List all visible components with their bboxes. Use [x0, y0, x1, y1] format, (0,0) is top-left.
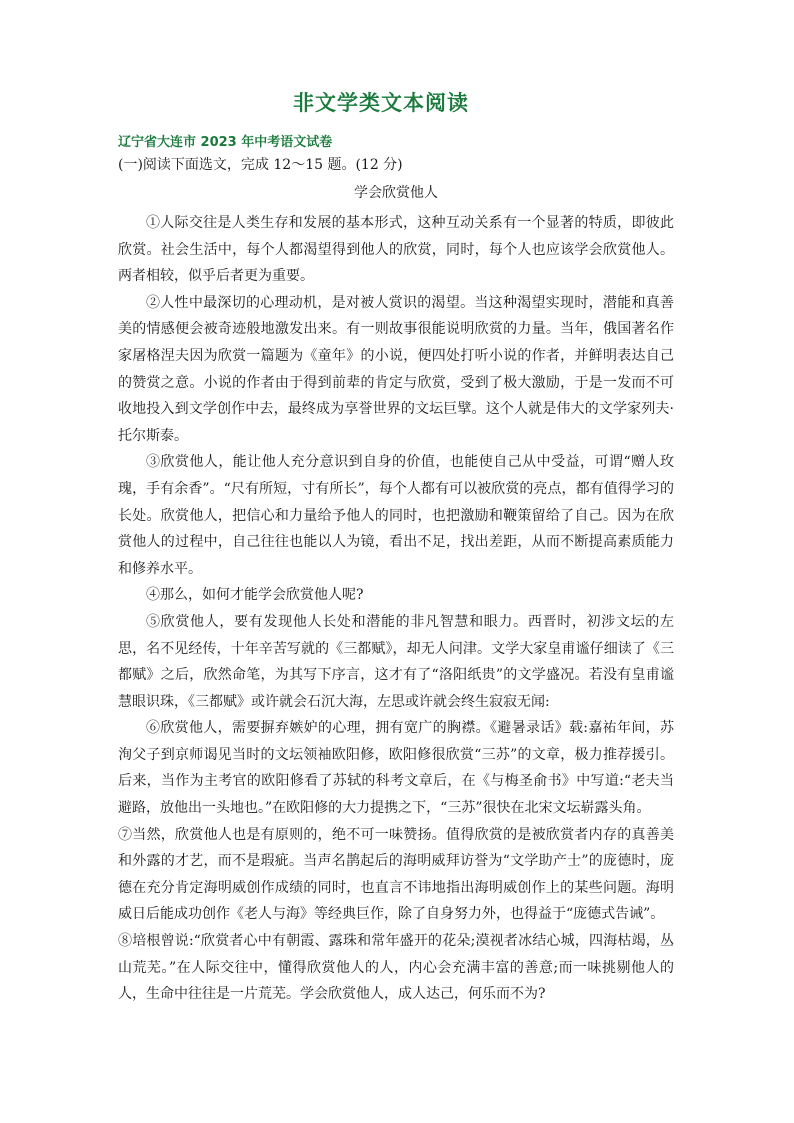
paragraph-1: ①人际交往是人类生存和发展的基本形式，这种互动关系有一个显著的特质，即彼此欣赏。社会生活中，每个人都渴望得到他人的欣赏，同时，每个人也应该学会欣赏他人。两者相较，似乎后者更为重要。 — [118, 215, 674, 285]
paragraph-2: ②人性中最深切的心理动机，是对被人赏识的渴望。当这种渴望实现时，潜能和真善美的情感便会被奇迹般地激发出来。有一则故事很能说明欣赏的力量。当年，俄国著名作家屠格涅夫因为欣赏一篇题为《童年》的小说，便四处打听小说的作者，并鲜明表达自己的赞赏之意。小说的作者由于得到前辈的肯定与欣赏，受到了极大激励，于是一发而不可收地投入到文学创作中去，最终成为享誉世界的文坛巨擘。这个人就是伟大的文学家列夫·托尔斯泰。 — [118, 294, 674, 444]
paragraph-8: ⑧培根曾说:“欣赏者心中有朝霞、露珠和常年盛开的花朵;漠视者冰结心城，四海枯竭，丛山荒芜。”在人际交往中，懂得欣赏他人的人，内心会充满丰富的善意;而一味挑剔他人的人，生命中往往是一片荒芜。学会欣赏他人，成人达己，何乐而不为? — [118, 933, 674, 1003]
paragraph-5: ⑤欣赏他人，要有发现他人长处和潜能的非凡智慧和眼力。西晋时，初涉文坛的左思，名不见经传，十年辛苦写就的《三都赋》，却无人问津。文学大家皇甫谧仔细读了《三都赋》之后，欣然命笔，为其写下序言，这才有了“洛阳纸贵”的文学盛况。若没有皇甫谧慧眼识珠，《三都赋》或许就会石沉大海，左思或许就会终生寂寂无闻: — [118, 613, 674, 710]
document-title: 非文学类文本阅读 — [293, 91, 469, 115]
paragraph-7: ⑦当然，欣赏他人也是有原则的，绝不可一味赞扬。值得欣赏的是被欣赏者内存的真善美和外露的才艺，而不是瑕疵。当声名鹊起后的海明威拜访誉为“文学助产士”的庞德时，庞德在充分肯定海明威创作成绩的同时，也直言不讳地指出海明威创作上的某些问题。海明威日后能成功创作《老人与海》等经典巨作，除了自身努力外，也得益于“庞德式告诫”。 — [118, 826, 674, 923]
document-page — [118, 88, 674, 1008]
paragraph-3: ③欣赏他人，能让他人充分意识到自身的价值，也能使自己从中受益，可谓“赠人玫瑰，手有余香”。“尺有所短，寸有所长”，每个人都有可以被欣赏的亮点，都有值得学习的长处。欣赏他人，把信心和力量给予他人的同时，也把激励和鞭策留给了自己。因为在欣赏他人的过程中，自己往往也能以人为镜，看出不足，找出差距，从而不断提高素质能力和修养水平。 — [118, 454, 674, 577]
paragraph-4: ④那么，如何才能学会欣赏他人呢? — [146, 587, 364, 604]
article-title: 学会欣赏他人 — [354, 185, 438, 201]
question-instruction: (一)阅读下面选文，完成 12～15 题。(12 分) — [118, 157, 403, 173]
exam-source: 辽宁省大连市 2023 年中考语文试卷 — [118, 135, 333, 150]
paragraph-6: ⑥欣赏他人，需要摒弃嫉妒的心理，拥有宽广的胸襟。《避暑录话》载:嘉祐年间，苏洵父子到京师谒见当时的文坛领袖欧阳修，欧阳修很欣赏“三苏”的文章，极力推荐援引。后来，当作为主考官的欧阳修看了苏轼的科考文章后，在《与梅圣俞书》中写道:“老夫当避路，放他出一头地也。”在欧阳修的大力提携之下，“三苏”很快在北宋文坛崭露头角。 — [118, 720, 674, 817]
